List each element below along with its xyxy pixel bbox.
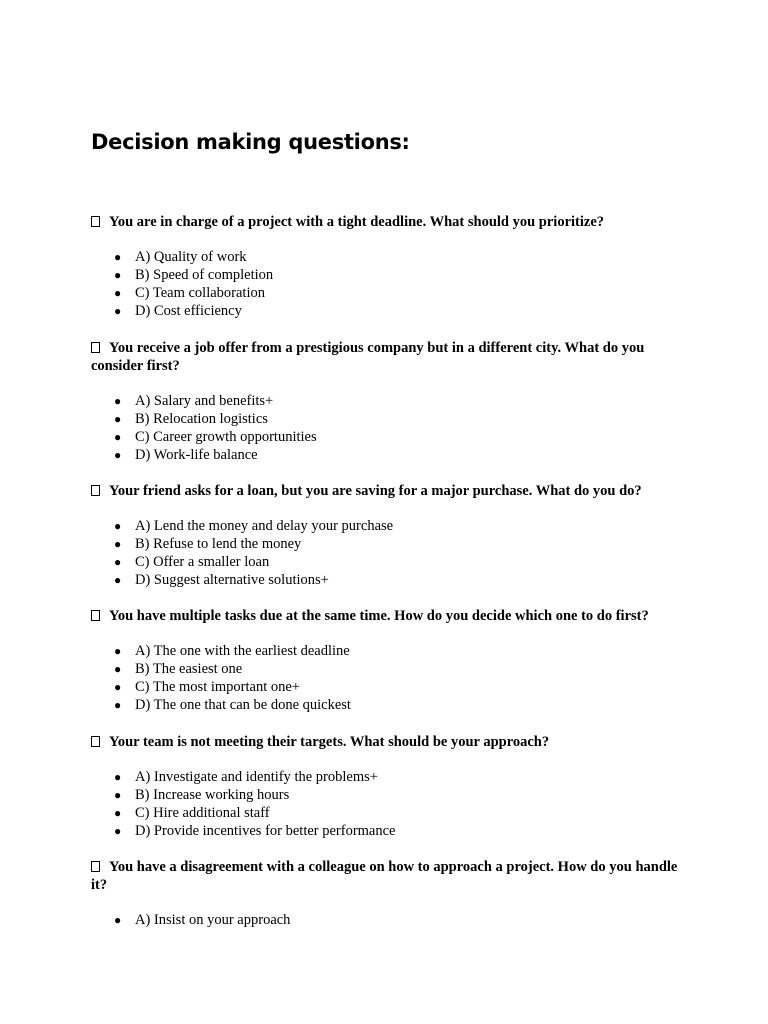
option-text: B) Speed of completion bbox=[135, 267, 274, 283]
list-item bbox=[91, 535, 691, 553]
bullet-icon: ● bbox=[114, 573, 122, 587]
list-item bbox=[91, 446, 691, 464]
option-text: A) The one with the earliest deadline bbox=[135, 643, 350, 659]
options-list bbox=[91, 768, 691, 840]
missing-glyph-icon bbox=[91, 861, 100, 872]
option-text: B) Increase working hours bbox=[135, 787, 290, 803]
bullet-icon: ● bbox=[114, 770, 122, 784]
option-text: D) Suggest alternative solutions+ bbox=[135, 572, 329, 588]
missing-glyph-icon bbox=[91, 736, 100, 747]
list-item bbox=[91, 911, 691, 929]
options-list bbox=[91, 642, 691, 714]
option-text: D) Work-life balance bbox=[135, 447, 258, 463]
options-list bbox=[91, 911, 691, 929]
option-text: C) Career growth opportunities bbox=[135, 429, 317, 445]
missing-glyph-icon bbox=[91, 342, 100, 353]
options-list bbox=[91, 392, 691, 464]
list-item bbox=[91, 642, 691, 660]
question-label: You have a disagreement with a colleague on how to approach a project. How do you handle it? bbox=[91, 859, 678, 893]
option-text: A) Investigate and identify the problems+ bbox=[135, 769, 378, 785]
question-block bbox=[91, 733, 691, 840]
list-item bbox=[91, 284, 691, 302]
list-item bbox=[91, 410, 691, 428]
option-text: B) Refuse to lend the money bbox=[135, 536, 302, 552]
list-item bbox=[91, 678, 691, 696]
question-label: You have multiple tasks due at the same time. How do you decide which one to do first? bbox=[109, 608, 649, 624]
list-item bbox=[91, 696, 691, 714]
list-item bbox=[91, 571, 691, 589]
question-block bbox=[91, 339, 691, 464]
question-text bbox=[91, 733, 691, 751]
question-text bbox=[91, 858, 691, 894]
missing-glyph-icon bbox=[91, 610, 100, 621]
question-block bbox=[91, 607, 691, 714]
list-item bbox=[91, 517, 691, 535]
options-list bbox=[91, 517, 691, 589]
bullet-icon: ● bbox=[114, 250, 122, 264]
bullet-icon: ● bbox=[114, 519, 122, 533]
list-item bbox=[91, 786, 691, 804]
bullet-icon: ● bbox=[114, 824, 122, 838]
bullet-icon: ● bbox=[114, 698, 122, 712]
bullet-icon: ● bbox=[114, 537, 122, 551]
bullet-icon: ● bbox=[114, 412, 122, 426]
question-block bbox=[91, 482, 691, 589]
option-text: A) Lend the money and delay your purchase bbox=[135, 518, 394, 534]
question-text bbox=[91, 339, 691, 375]
options-list bbox=[91, 248, 691, 320]
bullet-icon: ● bbox=[114, 662, 122, 676]
list-item bbox=[91, 248, 691, 266]
list-item bbox=[91, 553, 691, 571]
bullet-icon: ● bbox=[114, 394, 122, 408]
list-item bbox=[91, 804, 691, 822]
option-text: C) Offer a smaller loan bbox=[135, 554, 270, 570]
page-title: Decision making questions: bbox=[91, 130, 410, 154]
list-item bbox=[91, 266, 691, 284]
question-label: You are in charge of a project with a tight deadline. What should you prioritize? bbox=[109, 214, 605, 230]
question-text bbox=[91, 482, 691, 500]
bullet-icon: ● bbox=[114, 788, 122, 802]
question-text bbox=[91, 213, 691, 231]
option-text: D) Provide incentives for better performance bbox=[135, 823, 396, 839]
option-text: D) Cost efficiency bbox=[135, 303, 242, 319]
question-label: Your team is not meeting their targets. What should be your approach? bbox=[109, 734, 550, 750]
option-text: A) Insist on your approach bbox=[135, 912, 291, 928]
bullet-icon: ● bbox=[114, 268, 122, 282]
bullet-icon: ● bbox=[114, 286, 122, 300]
option-text: D) The one that can be done quickest bbox=[135, 697, 351, 713]
bullet-icon: ● bbox=[114, 644, 122, 658]
bullet-icon: ● bbox=[114, 680, 122, 694]
list-item bbox=[91, 768, 691, 786]
bullet-icon: ● bbox=[114, 304, 122, 318]
list-item bbox=[91, 428, 691, 446]
missing-glyph-icon bbox=[91, 485, 100, 496]
bullet-icon: ● bbox=[114, 913, 122, 927]
question-label: Your friend asks for a loan, but you are saving for a major purchase. What do you do? bbox=[109, 483, 642, 499]
option-text: C) The most important one+ bbox=[135, 679, 300, 695]
option-text: A) Quality of work bbox=[135, 249, 247, 265]
question-text bbox=[91, 607, 691, 625]
missing-glyph-icon bbox=[91, 216, 100, 227]
bullet-icon: ● bbox=[114, 806, 122, 820]
list-item bbox=[91, 302, 691, 320]
option-text: C) Hire additional staff bbox=[135, 805, 270, 821]
bullet-icon: ● bbox=[114, 430, 122, 444]
option-text: B) The easiest one bbox=[135, 661, 243, 677]
question-label: You receive a job offer from a prestigious company but in a different city. What do you consider first? bbox=[91, 340, 645, 374]
list-item bbox=[91, 660, 691, 678]
bullet-icon: ● bbox=[114, 448, 122, 462]
list-item bbox=[91, 392, 691, 410]
bullet-icon: ● bbox=[114, 555, 122, 569]
option-text: A) Salary and benefits+ bbox=[135, 393, 274, 409]
question-block bbox=[91, 213, 691, 320]
list-item bbox=[91, 822, 691, 840]
option-text: B) Relocation logistics bbox=[135, 411, 268, 427]
question-block bbox=[91, 858, 691, 929]
option-text: C) Team collaboration bbox=[135, 285, 265, 301]
